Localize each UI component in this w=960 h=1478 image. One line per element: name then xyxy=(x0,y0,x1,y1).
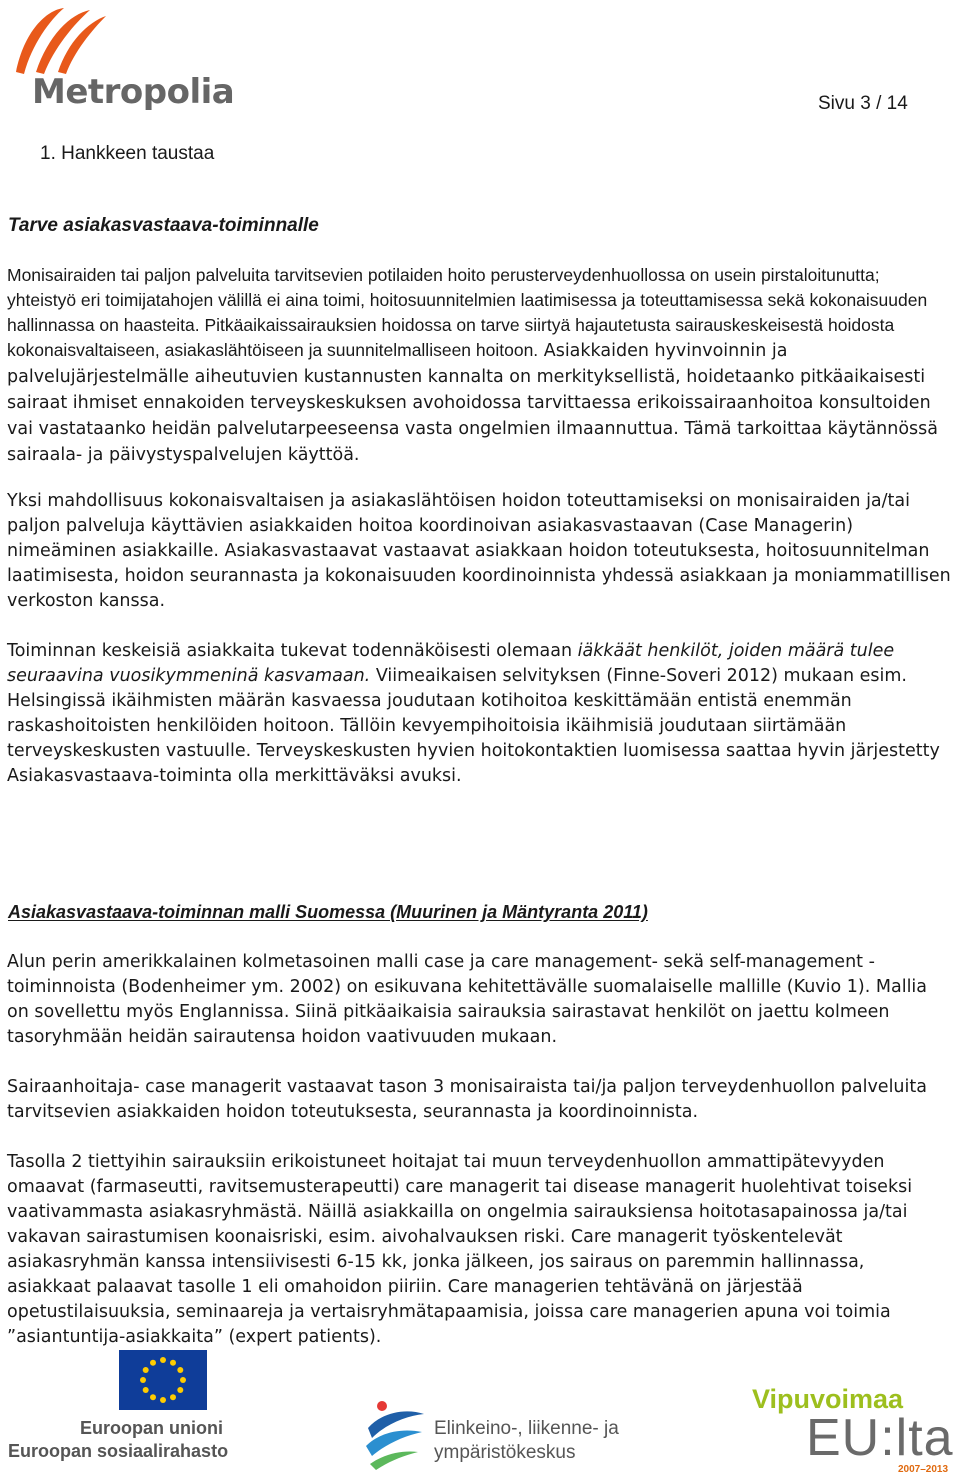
page-number: Sivu 3 / 14 xyxy=(818,93,908,114)
section-title: 1. Hankkeen taustaa xyxy=(40,143,215,164)
paragraph-3-start: Toiminnan keskeisiä asiakkaita tukevat todennäköisesti olemaan xyxy=(7,641,578,661)
section-2-paragraph-1: Alun perin amerikkalainen kolmetasoinen malli case ja care management- sekä self-management -toiminnoista (Bodenheimer ym. 2002) on esikuvana kehitettävälle suomalaiselle mallille (Kuvio 1). Mallia on sovellettu myös Englannissa. Siinä pitkäaikaisia sairauksia sairastavat henkilöt on jaettu kolmeen tasoryhmään heidän sairautensa hoidon vaativuuden mukaan. xyxy=(7,952,928,1047)
eu-name: Euroopan unioni xyxy=(80,1418,223,1438)
section-subtitle: Tarve asiakasvastaava-toiminnalle xyxy=(8,215,319,236)
logo-wordmark: Metropolia xyxy=(32,72,235,112)
section-2-title: Asiakasvastaava-toiminnan malli Suomessa (Muurinen ja Mäntyranta 2011) xyxy=(8,902,648,922)
paragraph-1-part-b: Asiakkaiden hyvinvoinnin ja palvelujärjestelmälle aiheutuvien kustannusten kannalta on merkityksellistä, hoidetaanko pitkäaikaisesti sairaat ihmiset ennakoiden terveyskeskuksen avohoidossa tarvittaessa erikoissairaanhoitoa konsultoiden vai vastataanko heidän palvelutarpeeseensa vasta ongelmien ilmaannuttua. Tämä tarkoittaa käytännössä sairaala- ja päivystyspalvelujen käyttöä. xyxy=(7,341,939,465)
vipuvoimaa-years: 2007–2013 xyxy=(898,1464,949,1475)
section-2-paragraph-3: Tasolla 2 tiettyihin sairauksiin erikoistuneet hoitajat tai muun terveydenhuollon ammattipätevyyden omaavat (farmaseutti, ravitsemusterapeutti) care managerit tai disease managerit huolehtivat toiseksi vaativammasta asiakasryhmästä. Näillä asiakkailla on ongelmia sairauksiensa hoitotasapainossa ja/tai vakavan sairastumisen koonaisriski, esim. aivohalvauksen riski. Care managerit työskentelevät asiakasryhmän kanssa intensiivisesti 6-15 kk, jonka jälkeen, jos sairaus on paremmin hallinnassa, asiakkaat palaavat tasolle 1 eli omahoidon piiriin. Care managerien tehtävänä on järjestää opetustilaisuuksia, seminaareja ja vertaisryhmätapaamisia, joissa care managerien apuna voi toimia ”asiantuntija-asiakkaita” (expert patients). xyxy=(7,1152,913,1347)
eu-flag-icon xyxy=(119,1350,207,1410)
paragraph-3 xyxy=(7,639,953,789)
eu-fund-name: Euroopan sosiaalirahasto xyxy=(8,1441,229,1461)
vipuvoimaa-eu-text: EU:lta xyxy=(806,1409,954,1467)
ely-logo-icon xyxy=(362,1398,428,1472)
section-2-paragraph-2: Sairaanhoitaja- case managerit vastaavat tason 3 monisairaista tai/ja paljon terveydenhuollon palveluita tarvitsevien asiakkaiden hoidon toteutuksesta, seurannasta ja koordinoinnista. xyxy=(7,1077,927,1122)
vipuvoimaa-title: Vipuvoimaa xyxy=(752,1384,904,1414)
ely-name-line-1: Elinkeino-, liikenne- ja xyxy=(434,1418,619,1439)
ely-name-line-2: ympäristökeskus xyxy=(434,1442,576,1463)
paragraph-2: Yksi mahdollisuus kokonaisvaltaisen ja asiakaslähtöisen hoidon toteuttamiseksi on monisairaiden ja/tai paljon palveluja käyttävien asiakkaiden hoitoa koordinoivan asiakasvastaavan (Case Managerin) nimeäminen asiakkaille. Asiakasvastaavat vastaavat asiakkaan hoidon toteutuksesta, hoitosuunnitelman laatimisesta, hoidon seurannasta ja kokonaisuuden koordinoinnista yhdessä asiakkaan ja moniammatillisen verkoston kanssa. xyxy=(7,491,951,611)
paragraph-3-emphasis: iäkkäät henkilöt, joiden määrä tulee seuraavina vuosikymmeninä kasvamaan. xyxy=(7,641,895,686)
paragraph-3-end: Viimeaikaisen selvityksen (Finne-Soveri 2012) mukaan esim. Helsingissä ikäihmisten määrän kasvaessa joudutaan kotihoitoa keskittämään entistä enemmän raskashoitoisten henkilöiden hoitoon. Tällöin kevyempihoitoisia ikäihmisiä joudutaan siirtämään terveyskeskusten vastuulle. Terveyskeskusten hyvien hoitokontaktien luomisessa saattaa hyvin järjestetty Asiakasvastaava-toiminta olla merkittäväksi avuksi. xyxy=(7,666,940,786)
paragraph-1 xyxy=(7,263,953,468)
paragraph-1-part-a: Monisairaiden tai paljon palveluita tarvitsevien potilaiden hoito perusterveydenhuollossa on usein pirstaloitunutta; yhteistyö eri toimijatahojen välillä ei aina toimi, hoitosuunnitelmien laatimisessa ja toteuttamisessa sekä kokonaisuuden hallinnassa on haasteita. Pitkäaikaissairauksien hoidossa on tarve siirtyä hajautetusta sairauskeskeisestä hoidosta kokonaisvaltaiseen, asiakaslähtöiseen ja suunnitelmalliseen hoitoon. xyxy=(7,265,928,360)
